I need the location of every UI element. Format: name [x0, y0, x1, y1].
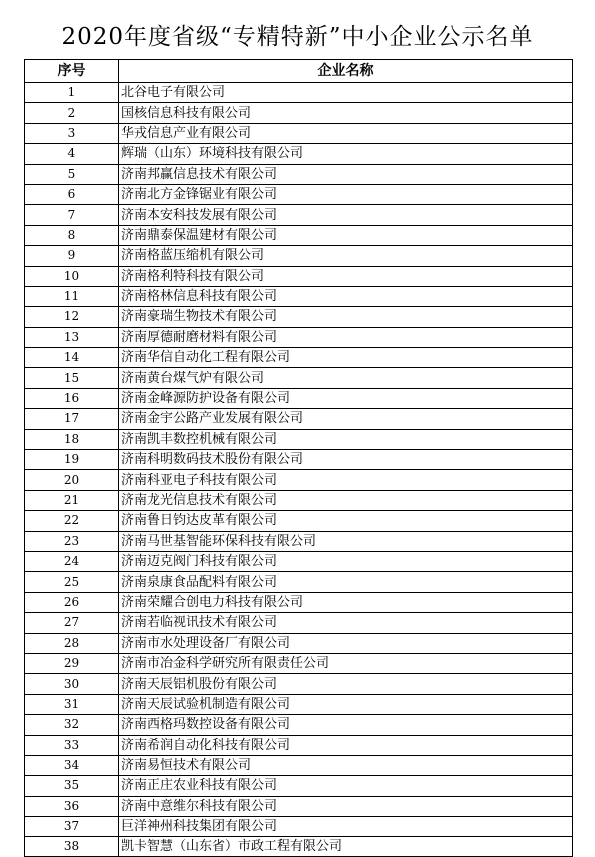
table-row	[25, 572, 573, 592]
table-row	[25, 470, 573, 490]
company-name-cell: 济南科亚电子科技有限公司	[119, 470, 573, 490]
table-row	[25, 388, 573, 408]
company-name-cell: 济南若临视讯技术有限公司	[119, 613, 573, 633]
table-row	[25, 144, 573, 164]
table-row	[25, 123, 573, 143]
company-name-cell: 济南马世基智能环保科技有限公司	[119, 531, 573, 551]
serial-number-cell: 13	[25, 327, 119, 347]
company-name-cell: 国核信息科技有限公司	[119, 103, 573, 123]
serial-number-cell: 12	[25, 307, 119, 327]
company-name-cell: 济南市冶金科学研究所有限责任公司	[119, 653, 573, 673]
table-row	[25, 633, 573, 653]
table-row	[25, 490, 573, 510]
serial-number-cell: 24	[25, 551, 119, 571]
company-name-cell: 济南邦赢信息技术有限公司	[119, 164, 573, 184]
table-row	[25, 429, 573, 449]
serial-number-cell: 1	[25, 83, 119, 103]
company-name-cell: 济南北方金锋锯业有限公司	[119, 184, 573, 204]
serial-number-cell: 19	[25, 450, 119, 470]
company-name-cell: 济南科明数码技术股份有限公司	[119, 450, 573, 470]
table-row	[25, 531, 573, 551]
serial-number-cell: 23	[25, 531, 119, 551]
table-row	[25, 592, 573, 612]
company-name-cell: 济南正庄农业科技有限公司	[119, 776, 573, 796]
header-company-name: 企业名称	[119, 60, 573, 83]
table-row	[25, 246, 573, 266]
company-name-cell: 济南格林信息科技有限公司	[119, 286, 573, 306]
company-name-cell: 济南格利特科技有限公司	[119, 266, 573, 286]
serial-number-cell: 28	[25, 633, 119, 653]
serial-number-cell: 4	[25, 144, 119, 164]
company-name-cell: 济南本安科技发展有限公司	[119, 205, 573, 225]
company-name-cell: 北谷电子有限公司	[119, 83, 573, 103]
table-row	[25, 286, 573, 306]
company-name-cell: 济南西格玛数控设备有限公司	[119, 715, 573, 735]
header-serial-number: 序号	[25, 60, 119, 83]
serial-number-cell: 3	[25, 123, 119, 143]
table-row	[25, 674, 573, 694]
company-name-cell: 济南天辰铝机股份有限公司	[119, 674, 573, 694]
company-name-cell: 济南希润自动化科技有限公司	[119, 735, 573, 755]
company-name-cell: 济南泉康食品配料有限公司	[119, 572, 573, 592]
serial-number-cell: 5	[25, 164, 119, 184]
company-name-cell: 济南迈克阀门科技有限公司	[119, 551, 573, 571]
company-name-cell: 济南厚德耐磨材料有限公司	[119, 327, 573, 347]
table-row	[25, 715, 573, 735]
table-row	[25, 511, 573, 531]
serial-number-cell: 11	[25, 286, 119, 306]
serial-number-cell: 35	[25, 776, 119, 796]
serial-number-cell: 7	[25, 205, 119, 225]
table-row	[25, 613, 573, 633]
serial-number-cell: 10	[25, 266, 119, 286]
table-row	[25, 817, 573, 837]
company-name-cell: 凯卡智慧（山东省）市政工程有限公司	[119, 837, 573, 857]
table-row	[25, 164, 573, 184]
table-row	[25, 266, 573, 286]
serial-number-cell: 29	[25, 653, 119, 673]
table-row	[25, 205, 573, 225]
serial-number-cell: 38	[25, 837, 119, 857]
company-name-cell: 济南天辰试验机制造有限公司	[119, 694, 573, 714]
page-title: 2020年度省级“专精特新”中小企业公示名单	[61, 24, 534, 50]
company-name-cell: 济南豪瑞生物技术有限公司	[119, 307, 573, 327]
serial-number-cell: 22	[25, 511, 119, 531]
company-name-cell: 济南荣耀合创电力科技有限公司	[119, 592, 573, 612]
serial-number-cell: 18	[25, 429, 119, 449]
table-row	[25, 327, 573, 347]
company-list-table	[24, 59, 573, 857]
serial-number-cell: 36	[25, 796, 119, 816]
table-row	[25, 307, 573, 327]
serial-number-cell: 26	[25, 592, 119, 612]
serial-number-cell: 9	[25, 246, 119, 266]
serial-number-cell: 25	[25, 572, 119, 592]
serial-number-cell: 32	[25, 715, 119, 735]
serial-number-cell: 8	[25, 225, 119, 245]
serial-number-cell: 20	[25, 470, 119, 490]
company-name-cell: 辉瑞（山东）环境科技有限公司	[119, 144, 573, 164]
serial-number-cell: 27	[25, 613, 119, 633]
serial-number-cell: 30	[25, 674, 119, 694]
company-name-cell: 济南鼎泰保温建材有限公司	[119, 225, 573, 245]
table-row	[25, 776, 573, 796]
table-row	[25, 368, 573, 388]
company-name-cell: 巨洋神州科技集团有限公司	[119, 817, 573, 837]
table-row	[25, 83, 573, 103]
table-row	[25, 225, 573, 245]
serial-number-cell: 17	[25, 409, 119, 429]
serial-number-cell: 34	[25, 755, 119, 775]
table-header-row	[25, 60, 573, 83]
table-row	[25, 450, 573, 470]
table-row	[25, 755, 573, 775]
table-row	[25, 735, 573, 755]
serial-number-cell: 14	[25, 348, 119, 368]
table-row	[25, 796, 573, 816]
table-row	[25, 348, 573, 368]
table-row	[25, 653, 573, 673]
company-name-cell: 济南易恒技术有限公司	[119, 755, 573, 775]
company-name-cell: 济南凯丰数控机械有限公司	[119, 429, 573, 449]
table-row	[25, 103, 573, 123]
company-name-cell: 济南金峰源防护设备有限公司	[119, 388, 573, 408]
serial-number-cell: 31	[25, 694, 119, 714]
company-name-cell: 济南金宇公路产业发展有限公司	[119, 409, 573, 429]
serial-number-cell: 16	[25, 388, 119, 408]
company-name-cell: 济南市水处理设备厂有限公司	[119, 633, 573, 653]
table-row	[25, 551, 573, 571]
serial-number-cell: 2	[25, 103, 119, 123]
company-name-cell: 济南龙光信息技术有限公司	[119, 490, 573, 510]
serial-number-cell: 15	[25, 368, 119, 388]
company-list-table-wrapper	[24, 59, 572, 857]
company-name-cell: 济南黄台煤气炉有限公司	[119, 368, 573, 388]
serial-number-cell: 33	[25, 735, 119, 755]
serial-number-cell: 37	[25, 817, 119, 837]
company-name-cell: 济南华信自动化工程有限公司	[119, 348, 573, 368]
table-row	[25, 694, 573, 714]
table-body	[25, 83, 573, 857]
serial-number-cell: 6	[25, 184, 119, 204]
company-name-cell: 华戎信息产业有限公司	[119, 123, 573, 143]
company-name-cell: 济南中意维尔科技有限公司	[119, 796, 573, 816]
serial-number-cell: 21	[25, 490, 119, 510]
table-row	[25, 184, 573, 204]
company-name-cell: 济南鲁日钧达皮革有限公司	[119, 511, 573, 531]
company-name-cell: 济南格蓝压缩机有限公司	[119, 246, 573, 266]
table-row	[25, 409, 573, 429]
